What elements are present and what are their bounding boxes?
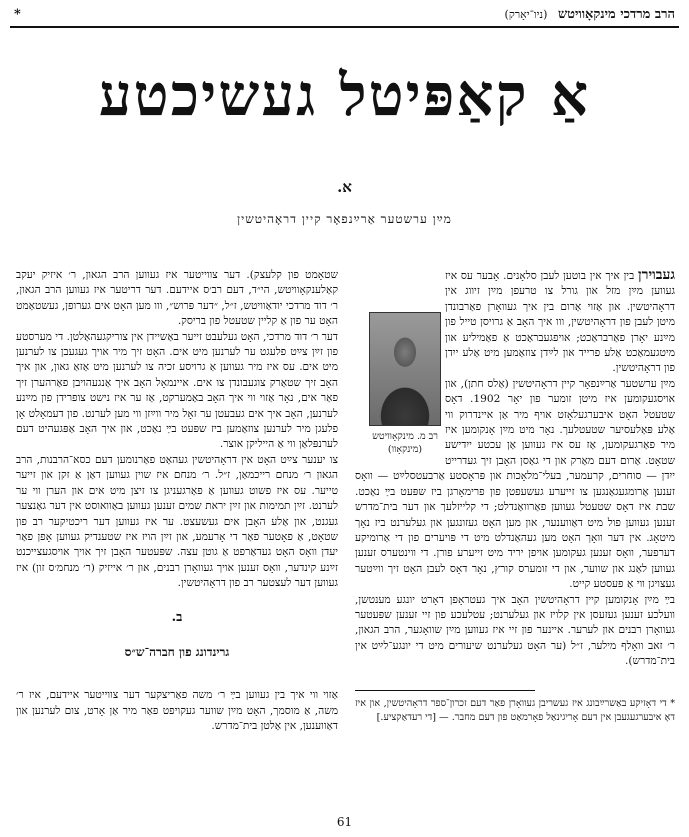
paragraph: דער ר׳ דוד מרדכי, האָט געלעבט זייער באַשיידן אין צוריקגעהאַלטן. די מערסטע פון זײַן צײַט פלעגט ער לערנען מיט אים. האָט זיך מיר אויך געגעבן צו לערנען מיט אים. עס איז מיר געווען אַ גרויסע זכיה צו לערנען מיט אַזאַ גאון, און איך האָב זיך שטאַרק צוגעבונדן צו אים. איינמאָל האָב איך אַנגעהויבן פאַרהערן זיך פאַר אים, נאָר אַזוי ווי איך האָב באַמערקט, אַז ער איז נישט צופרידן פון מײַנע לערנען, האָב איך אים געבעטן ער זאָל מיר ווײַזן ווי מען לערנט. פון דעמאָלט אָן פלעגן מיר לערנען צוזאַמען ביז שפּעט בײַ נאַכט, און איך האָב אַפּגעהיט דעם לערנפּלאַן ווי אַ הייליקן אוצר. [16, 330, 338, 451]
section-number-a: א. [337, 178, 352, 196]
paragraph: מײַן ערשטער אַרײַנפאָר קיין דראָהיטשין (אַלס חתן), און אויסגעקומען איז מיטן זומער פון יאָר 1902. דאָס שטעטל האָט איבערגעלאָזט אויף מיר אַן איינדרוק ווי אַלע פּאַלעסיער שטעטלעך. נאָר מיט מײַן אָנקומען איז מיר פאַרגעקומען, אַז עס איז געווען אַן עכטע ייִדישע שטאָט. אַרום דעם מאַרק און די גאַסן האָבן זיך געדרייט ייִדן — סוחרים, קרעמער, בעלי־מלאָכות און פּראָסטע אַרבעטסלײַט — וואָס זענען אַרומגעגאַנגען צו זייערע געשעפטן פון פרימאָרגן ביז שפּעט בײַ נאַכט. שבת איז דאָס שטעטל געווען פאַרוואַנדלט; די קלייזלעך און דער בית־מדרש זענען געווען פול מיט דאַווענער, און מען האָט געזונגען און געלערנט ביז נאָך מיטאָג. אין דער וואָך האָט מען געהאַנדלט מיט די פּויערים פון די אַרומיקע דערפער, וואָס זענען געקומען אויפן יריד מיט זייערע פורן. די ווינטערס זענען געווען לאַנג און שווער, און די זומערס קורץ, נאָר דאָס לעבן האָט זיך ווײַטער געצויגן ווי אַ פעסטע קייט. [355, 377, 675, 591]
running-header [14, 4, 675, 24]
paragraph: צו יענער צײַט האָט אין דראָהיטשין געהאַט פאַרנומען דעם כסא־הרבנות, הרב הגאון ר׳ מנחם רייכמאַן, ז״ל. ר׳ מנחם איז שוין געווען דאַן אַ זקן און זייער טייער. עס איז פשוט געווען אַ פאַרגעניגן צו זיצן מיט אים און הערן ווי ער לערנט. זײַן תמימות און זײַן יראת שמים זענען געווען באַוואוסט אין דער גאַנצער געגנט, און אַלע האָבן אים געשעצט. ער איז געווען דער ריכטיקער רב פון שטאָט, אַ פאָטער פאַר די אָרעמע, און זײַן הויז איז שטענדיק געווען אָפן פאַר יעדן וואָס האָט געדאַרפט אַ גוטן עצה. שפּעטער האָבן זיך אויך אויסגעצייכנט זײַנע קינדער, וואָס זענען אויך געוואָרן רבנים, און ר׳ אייזיק (ר׳ מנחמ׳ס זון) איז געווען דער לעצטער רב פון דראָהיטשין. [16, 453, 338, 590]
paragraph: אַזוי ווי איך בין געווען בײַ ר׳ משה פאַריצקער דער צווייטער איידעם, איז ר׳ משה, אַ מוסמך, האָט מײַן שווער געקויפט פאַר מיר אַן אָרט, צום לערנען און דאַווענען, אין אַלטן בית־מדרש. [16, 689, 338, 733]
header-location: (ניו־יאָרק) [504, 8, 548, 21]
header-author-group [505, 6, 675, 22]
header-rule [10, 26, 679, 28]
left-column [16, 268, 338, 735]
article-title: אַ קאַפּיטל געשיכטע [98, 61, 591, 129]
section-heading: גרינדונג פון חברה־ש״ס [124, 644, 230, 659]
portrait-figure [365, 312, 445, 456]
header-marker: * [14, 6, 21, 22]
footnote: * די דאָזיקע באַשרײַבונג איז געשריבן געוואָרן פאַר דעם זכרון־ספר דראָהיטשין, און איז דאָ איבערגעגעבן אין דעם אָריגינאַל פאָרמאַט פון דעם מחבר. — [די רעדאַקציע.] [355, 697, 675, 723]
article-subtitle: מײַן ערשטער אַרײַנפאָר קיין דראָהיטשין [237, 212, 452, 226]
header-author: הרב מרדכי מינקאָוויטש [557, 7, 675, 22]
portrait-caption: רב מ. מינקאָוויטש (מינקאָוו) [372, 431, 438, 455]
paragraph: בײַ מײַן אָנקומען קיין דראָהיטשין האָב איך געטראָפן דאָרט יונגע מענטשן, וועלכע זענען געזעסן אין קלויז און געלערנט; עטלעכע פון זיי זענען שפּעטער געוואָרן רבנים און לערער. איינער פון זיי איז געווען מײַן שוואָגער, הרב הגאון, ר׳ זאב וואָלף מילער, ז״ל (ער האָט געלערנט שיעורים מיט די יונגע־לײַט אין בית־מדרש). [355, 593, 675, 668]
section-number-b: ב. [171, 609, 183, 625]
page-number: 61 [336, 815, 353, 829]
right-column [355, 268, 675, 725]
footnote-rule [355, 690, 535, 691]
portrait-photo [369, 312, 441, 426]
lead-word: געבוירן [638, 267, 675, 283]
paragraph-text: בין איך אין בוטען לעבן סלאָנים. אָבער עס איז געווען מײַן מזל און גורל צו טרעפן מײַן זיווג אין דראָהיטשין. און אַזוי אַרום בין איך געוואָרן פאַרבונדן מיטן לעבן פון דראָהיטשין, ווו איך האָב אַ גרויסן טייל פון מײַנע יאָרן פאַרבראַכט; אויפגעבראַכט אַ פאַמיליע און מיטגעמאַכט אַלע פרייד און לײַדן צוזאַמען מיט אַלע ייִדן פון דראָהיטשין. [445, 270, 675, 375]
paragraph: שטאָמט פון קלעצק). דער צווייטער איז געווען הרב הגאון, ר׳ איזיק יעקב קאַלענקאָוויטש, הי״ד, דעם רב׳ס איידעם. דער דריטער איז געווען הרב הגאון, ר׳ דוד מרדכי יודאַוויטש, ז״ל, ״דער פּרוש״, ווו מען האָט אים גערופן, געשטאַמט האָט ער פון אַ קליין שטעטל פון בריסק. [16, 269, 338, 328]
